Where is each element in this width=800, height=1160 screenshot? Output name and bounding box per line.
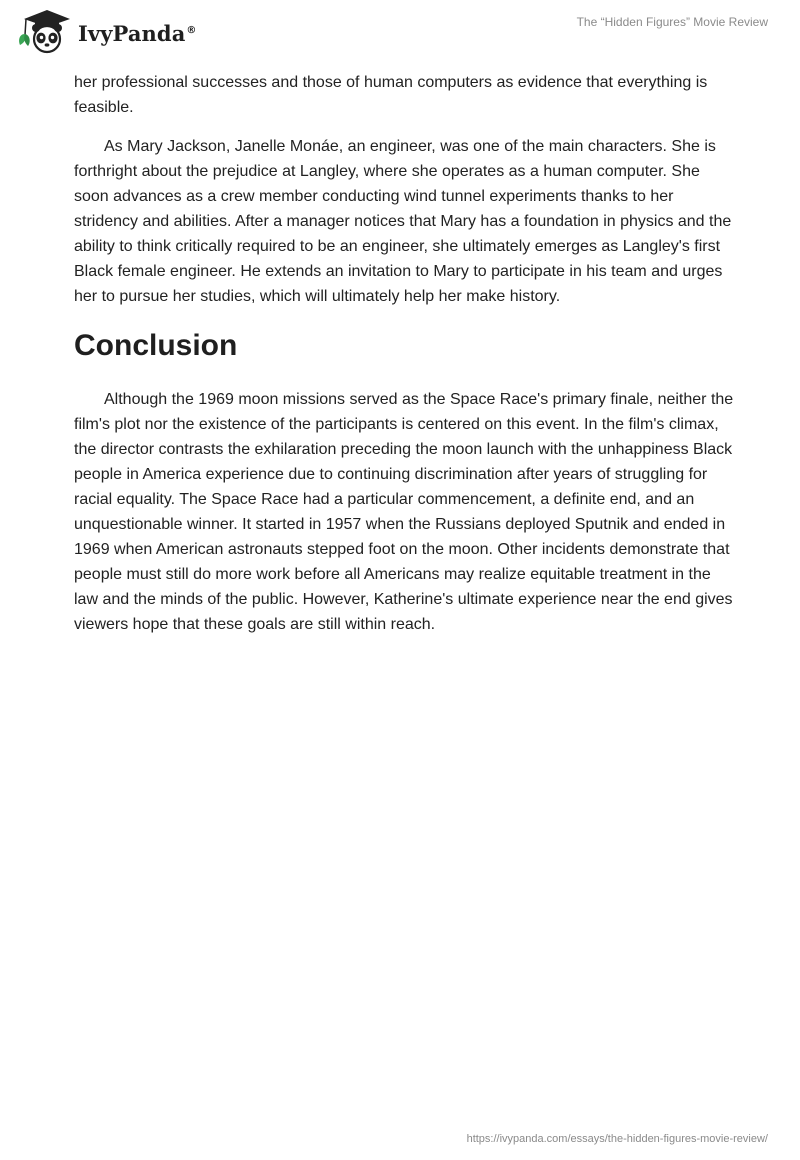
paragraph-conclusion: Although the 1969 moon missions served as the Space Race's primary finale, neither the film's plot nor the existence of the participants is centered on this event. In the film's climax, the director contrasts the exhilaration preceding the moon launch with the unhappiness Black people in America experience due to continuing discrimination after years of struggling for racial equality. The Space Race had a particular commencement, a definite end, and an unquestionable winner. It started in 1957 when the Russians deployed Sputnik and ended in 1969 when American astronauts stepped foot on the moon. Other incidents demonstrate that people must still do more work before all Americans may realize equitable treatment in the law and the minds of the public. However, Katherine's ultimate experience near the end gives viewers hope that these goals are still within reach. bbox=[74, 391, 734, 633]
document-title: The “Hidden Figures” Movie Review bbox=[576, 15, 768, 29]
ivypanda-logo[interactable] bbox=[16, 8, 197, 54]
page-header bbox=[0, 0, 800, 70]
paragraph-mary-jackson: As Mary Jackson, Janelle Monáe, an engineer, was one of the main characters. She is forthright about the prejudice at Langley, where she operates as a human computer. She soon advances as a crew member conducting wind tunnel experiments thanks to her stridency and abilities. After a manager notices that Mary has a foundation in physics and the ability to think critically required to be an engineer, she ultimately emerges as Langley's first Black female engineer. He extends an invitation to Mary to participate in his team and urges her to pursue her studies, which will ultimately help her make history. bbox=[74, 138, 732, 305]
footer-source-url[interactable]: https://ivypanda.com/essays/the-hidden-figures-movie-review/ bbox=[466, 1133, 768, 1145]
paragraph-continued: her professional successes and those of human computers as evidence that everything is feasible. bbox=[74, 74, 708, 116]
registered-mark: ® bbox=[186, 24, 197, 36]
essay-content bbox=[74, 70, 734, 651]
conclusion-heading: Conclusion bbox=[74, 329, 238, 362]
panda-graduation-cap-icon bbox=[16, 8, 74, 54]
brand-name: IvyPanda® bbox=[78, 20, 197, 46]
